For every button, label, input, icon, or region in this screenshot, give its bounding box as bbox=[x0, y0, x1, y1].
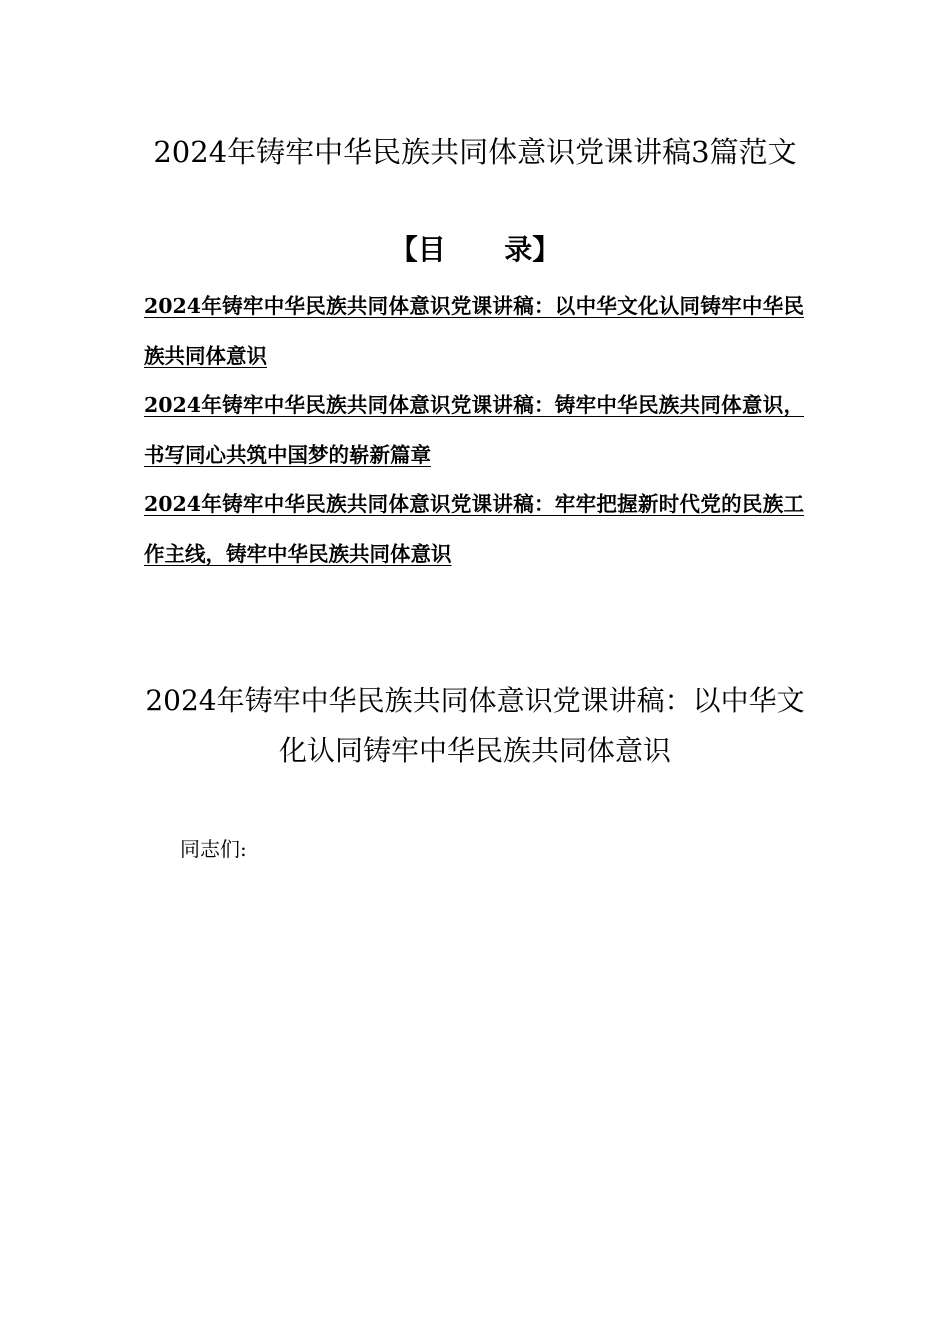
toc-link-2[interactable]: 2024年铸牢中华民族共同体意识党课讲稿：铸牢中华民族共同体意识，书写同心共筑中国梦的崭新篇章 bbox=[144, 393, 804, 467]
section-title: 2024年铸牢中华民族共同体意识党课讲稿：以中华文化认同铸牢中华民族共同体意识 bbox=[145, 684, 805, 767]
document-title: 2024年铸牢中华民族共同体意识党课讲稿3篇范文 bbox=[153, 135, 797, 169]
toc-link-3[interactable]: 2024年铸牢中华民族共同体意识党课讲稿：牢牢把握新时代党的民族工作主线，铸牢中华民族共同体意识 bbox=[144, 492, 804, 566]
table-of-contents bbox=[144, 282, 804, 579]
toc-heading: 【目 录】 bbox=[389, 233, 561, 266]
toc-link-1[interactable]: 2024年铸牢中华民族共同体意识党课讲稿：以中华文化认同铸牢中华民族共同体意识 bbox=[144, 294, 804, 368]
salutation-text: 同志们: bbox=[180, 837, 247, 861]
